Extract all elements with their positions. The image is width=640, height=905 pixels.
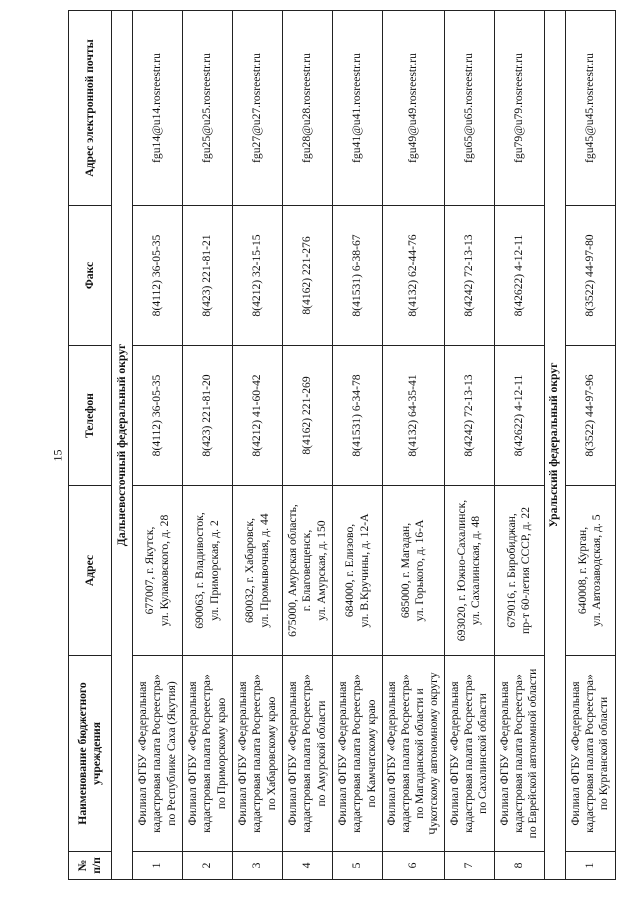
cell-address-line: 685000, г. Магадан, — [399, 522, 413, 619]
rotated-table-container — [68, 10, 611, 880]
cell-address — [494, 486, 544, 656]
cell-address — [333, 486, 383, 656]
cell-address-line: ул. Промывочная, д. 44 — [257, 513, 271, 628]
table-row — [183, 11, 233, 880]
cell-address-line: ул. Автозаводская, д. 5 — [590, 514, 604, 627]
cell-address-line: ул. Горького, д. 16-А — [413, 519, 427, 622]
cell-name-line: по Курганской области — [597, 696, 611, 811]
cell-fax: 8(4242) 72-13-13 — [444, 206, 494, 346]
cell-address — [133, 486, 183, 656]
section-row — [544, 11, 565, 880]
header-fax: Факс — [69, 206, 112, 346]
section-title: Дальневосточный федеральный округ — [112, 11, 133, 880]
cell-name — [383, 656, 445, 852]
cell-name-line: Филиал ФГБУ «Федеральная — [336, 681, 350, 826]
cell-phone: 8(4242) 72-13-13 — [444, 346, 494, 486]
cell-name-line: Филиал ФГБУ «Федеральная — [236, 681, 250, 826]
header-name: Наименование бюджетного учреждения — [69, 656, 112, 852]
cell-email: fgu45@u45.rosreestr.ru — [565, 11, 615, 206]
section-title: Уральский федеральный округ — [544, 11, 565, 880]
cell-name — [283, 656, 333, 852]
cell-name-line: Чукотскому автономному округу — [427, 672, 441, 835]
cell-num: 8 — [494, 852, 544, 880]
header-email: Адрес электронной почты — [69, 11, 112, 206]
cell-name-line: кадастровая палата Росреестра» — [150, 674, 164, 833]
cell-email: fgu14@u14.rosreestr.ru — [133, 11, 183, 206]
cell-name-line: по Республике Саха (Якутия) — [164, 681, 178, 826]
cell-name-line: по Амурской области — [314, 700, 328, 807]
cell-num: 3 — [233, 852, 283, 880]
cell-fax: 8(41531) 6-38-67 — [333, 206, 383, 346]
cell-address-line: ул. Амурская, д. 150 — [314, 520, 328, 621]
page-number: 15 — [50, 449, 65, 462]
branches-table — [68, 10, 616, 880]
cell-address — [444, 486, 494, 656]
cell-name — [333, 656, 383, 852]
cell-phone: 8(4212) 41-60-42 — [233, 346, 283, 486]
table-row — [333, 11, 383, 880]
cell-address — [383, 486, 445, 656]
cell-name — [565, 656, 615, 852]
cell-name — [183, 656, 233, 852]
cell-name-line: Филиал ФГБУ «Федеральная — [385, 681, 398, 826]
cell-name-line: по Сахалинской области — [476, 693, 490, 814]
cell-address — [283, 486, 333, 656]
cell-phone: 8(423) 221-81-20 — [183, 346, 233, 486]
cell-name-line: по Камчатскому краю — [364, 699, 378, 808]
cell-phone: 8(4112) 36-05-35 — [133, 346, 183, 486]
cell-address-line: 693020, г. Южно-Сахалинск, — [454, 499, 468, 642]
cell-name-line: кадастровая палата Росреестра» — [511, 674, 525, 833]
cell-phone: 8(3522) 44-97-96 — [565, 346, 615, 486]
cell-address-line: 684000, г. Елизово, — [343, 523, 357, 618]
header-address: Адрес — [69, 486, 112, 656]
cell-phone: 8(4132) 64-35-41 — [383, 346, 445, 486]
cell-name — [444, 656, 494, 852]
cell-num: 1 — [565, 852, 615, 880]
cell-address-line: 640008, г. Курган, — [575, 526, 589, 615]
cell-address — [183, 486, 233, 656]
section-row — [112, 11, 133, 880]
cell-address-line: 675000, Амурская область, — [286, 504, 300, 637]
cell-num: 6 — [383, 852, 445, 880]
cell-name — [233, 656, 283, 852]
table-row — [444, 11, 494, 880]
table-body — [112, 11, 616, 880]
cell-name-line: Филиал ФГБУ «Федеральная — [136, 681, 150, 826]
cell-name-line: кадастровая палата Росреестра» — [300, 674, 314, 833]
cell-address — [233, 486, 283, 656]
cell-email: fgu41@u41.rosreestr.ru — [333, 11, 383, 206]
cell-name-line: по Еврейской автономной области — [526, 668, 540, 839]
table-row — [283, 11, 333, 880]
cell-name-line: по Магаданской области и — [413, 688, 427, 819]
cell-name-line: кадастровая палата Росреестра» — [200, 674, 214, 833]
cell-num: 2 — [183, 852, 233, 880]
cell-name — [133, 656, 183, 852]
header-num: № п/п — [69, 852, 112, 880]
table-header — [69, 11, 112, 880]
cell-name-line: Филиал ФГБУ «Федеральная — [497, 681, 511, 826]
cell-name-line: Филиал ФГБУ «Федеральная — [286, 681, 300, 826]
cell-email: fgu49@u49.rosreestr.ru — [383, 11, 445, 206]
cell-num: 7 — [444, 852, 494, 880]
cell-fax: 8(4112) 36-05-35 — [133, 206, 183, 346]
cell-address-line: ул. Сахалинская, д. 48 — [469, 516, 483, 626]
cell-fax: 8(4162) 221-276 — [283, 206, 333, 346]
cell-address-line: 690063, г. Владивосток, — [193, 512, 207, 629]
cell-name-line: по Приморскому краю — [214, 697, 228, 810]
cell-name-line: кадастровая палата Росреестра» — [250, 674, 264, 833]
table-row — [233, 11, 283, 880]
table-row — [133, 11, 183, 880]
cell-phone: 8(41531) 6-34-78 — [333, 346, 383, 486]
cell-fax: 8(3522) 44-97-80 — [565, 206, 615, 346]
cell-address-line: 679016, г. Биробиджан, — [504, 513, 518, 628]
cell-email: fgu25@u25.rosreestr.ru — [183, 11, 233, 206]
cell-phone: 8(42622) 4-12-11 — [494, 346, 544, 486]
cell-fax: 8(423) 221-81-21 — [183, 206, 233, 346]
cell-fax: 8(4212) 32-15-15 — [233, 206, 283, 346]
cell-email: fgu79@u79.rosreestr.ru — [494, 11, 544, 206]
table-row — [383, 11, 445, 880]
cell-email: fgu28@u28.rosreestr.ru — [283, 11, 333, 206]
header-phone: Телефон — [69, 346, 112, 486]
cell-address-line: г. Благовещенск, — [300, 529, 314, 612]
cell-fax: 8(42622) 4-12-11 — [494, 206, 544, 346]
table-row — [565, 11, 615, 880]
cell-name-line: кадастровая палата Росреестра» — [350, 674, 364, 833]
cell-name — [494, 656, 544, 852]
cell-email: fgu65@u65.rosreestr.ru — [444, 11, 494, 206]
cell-address-line: ул. Приморская, д. 2 — [207, 520, 221, 621]
table-row — [494, 11, 544, 880]
cell-num: 5 — [333, 852, 383, 880]
cell-name-line: по Хабаровскому краю — [264, 696, 278, 811]
cell-fax: 8(4132) 62-44-76 — [383, 206, 445, 346]
cell-name-line: Филиал ФГБУ «Федеральная — [186, 681, 200, 826]
cell-name-line: кадастровая палата Росреестра» — [461, 674, 475, 833]
cell-phone: 8(4162) 221-269 — [283, 346, 333, 486]
cell-email: fgu27@u27.rosreestr.ru — [233, 11, 283, 206]
cell-name-line: Филиал ФГБУ «Федеральная — [568, 681, 582, 826]
cell-address-line: ул. Кулаковского, д. 28 — [157, 514, 171, 627]
cell-address-line: ул. В.Кручины, д. 12-А — [357, 513, 371, 628]
cell-name-line: Филиал ФГБУ «Федеральная — [447, 681, 461, 826]
cell-address — [565, 486, 615, 656]
cell-name-line: кадастровая палата Росреестра» — [582, 674, 596, 833]
cell-address-line: пр-т 60-летия СССР, д. 22 — [519, 507, 533, 634]
cell-address-line: 680032, г. Хабаровск, — [243, 517, 257, 624]
cell-name-line: кадастровая палата Росреестра» — [399, 674, 413, 833]
cell-num: 1 — [133, 852, 183, 880]
cell-num: 4 — [283, 852, 333, 880]
cell-address-line: 677007, г. Якутск, — [143, 526, 157, 615]
